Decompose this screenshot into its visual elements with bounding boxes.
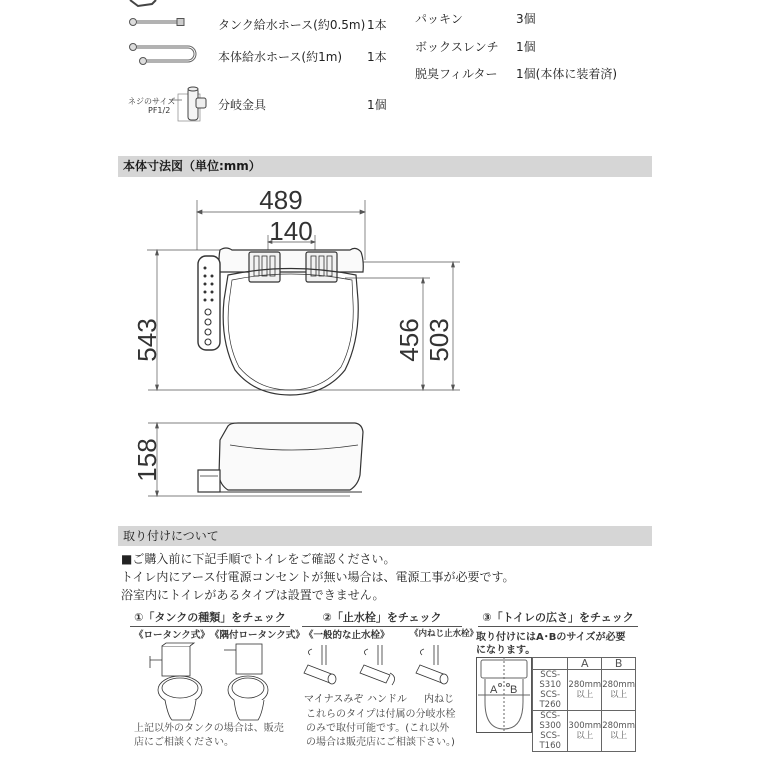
check-note: 上記以外のタンクの場合は、販売: [134, 723, 284, 734]
accessory-name: ボックスレンチ: [415, 40, 499, 54]
check-title: ③「トイレの広さ」をチェック: [478, 609, 638, 627]
accessory-name: 脱臭フィルター: [415, 67, 498, 81]
branch-fitting-icon: [170, 86, 210, 122]
thread-size-value: PF1/2: [148, 106, 171, 115]
accessory-qty: 1本: [367, 18, 387, 32]
room-size-intro: になります。: [476, 645, 536, 656]
stop-valve-illustration: [300, 645, 470, 687]
accessory-qty: 1個: [516, 40, 536, 54]
valve-type-label: 《内ねじ止水栓》: [410, 629, 479, 639]
toilet-seat-dimension-diagram: [120, 180, 480, 500]
svg-text:158: 158: [132, 438, 162, 482]
valve-label: マイナスみぞ: [304, 694, 364, 705]
svg-text:B: B: [510, 684, 518, 696]
svg-text:A: A: [490, 684, 498, 696]
body-hose-icon: [128, 42, 198, 68]
check-note: のみで取付可能です。(これ以外: [306, 723, 450, 734]
accessory-qty: 3個: [516, 12, 536, 26]
tank-hose-icon: [128, 16, 188, 28]
check-note: 店にご相談ください。: [134, 737, 234, 748]
installation-header: 取り付けについて: [118, 526, 652, 546]
thread-size-label: ネジのサイズ: [128, 97, 176, 106]
accessory-partial-icon: [128, 0, 158, 8]
table-row: SCS-S310 SCS-T260 280mm 以上 280mm 以上: [533, 670, 636, 711]
tank-type-label: 《隅付ロータンク式》: [210, 630, 305, 641]
check-title: ①「タンクの種類」をチェック: [130, 609, 290, 627]
accessory-qty: 1個(本体に装着済): [516, 67, 617, 81]
accessory-name: パッキン: [415, 12, 463, 26]
toilet-tank-illustration: [140, 642, 290, 722]
installation-note: 浴室内にトイレがあるタイプは設置できません。: [121, 588, 385, 602]
svg-text:140: 140: [269, 216, 313, 246]
check-note: これらのタイプは付属の分岐水栓: [306, 709, 456, 720]
accessory-name: 本体給水ホース(約1m): [218, 50, 343, 64]
valve-label: ハンドル: [367, 694, 407, 705]
room-size-diagram: [476, 657, 532, 733]
accessory-qty: 1本: [367, 50, 387, 64]
svg-text:489: 489: [259, 185, 303, 215]
installation-note: トイレ内にアース付電源コンセントが無い場合は、電源工事が必要です。: [121, 570, 515, 584]
room-size-table: A B SCS-S310 SCS-T260 280mm 以上 280mm 以上 SCS-S300 SCS-T160 300mm 以上 280mm 以上: [532, 657, 636, 752]
tank-type-label: 《ロータンク式》: [134, 630, 210, 641]
installation-note: ■ご購入前に下記手順でトイレをご確認ください。: [121, 552, 396, 566]
remote-control-panel-icon: [198, 256, 220, 350]
table-row: SCS-S300 SCS-T160 300mm 以上 280mm 以上: [533, 711, 636, 752]
svg-text:543: 543: [132, 318, 162, 362]
svg-text:456: 456: [394, 318, 424, 362]
accessory-name: タンク給水ホース(約0.5m): [218, 18, 366, 32]
check-note: の場合は販売店にご相談下さい。): [306, 737, 455, 748]
dimension-header: 本体寸法図（単位:mm）: [118, 156, 652, 177]
svg-text:503: 503: [424, 318, 454, 362]
valve-type-label: 《一般的な止水栓》: [304, 630, 390, 641]
check-title: ②「止水栓」をチェック: [302, 609, 462, 627]
accessory-qty: 1個: [367, 98, 387, 112]
room-size-intro: 取り付けにはA･Bのサイズが必要: [476, 632, 626, 643]
valve-label: 内ねじ: [424, 694, 454, 705]
accessory-name: 分岐金具: [218, 98, 267, 112]
